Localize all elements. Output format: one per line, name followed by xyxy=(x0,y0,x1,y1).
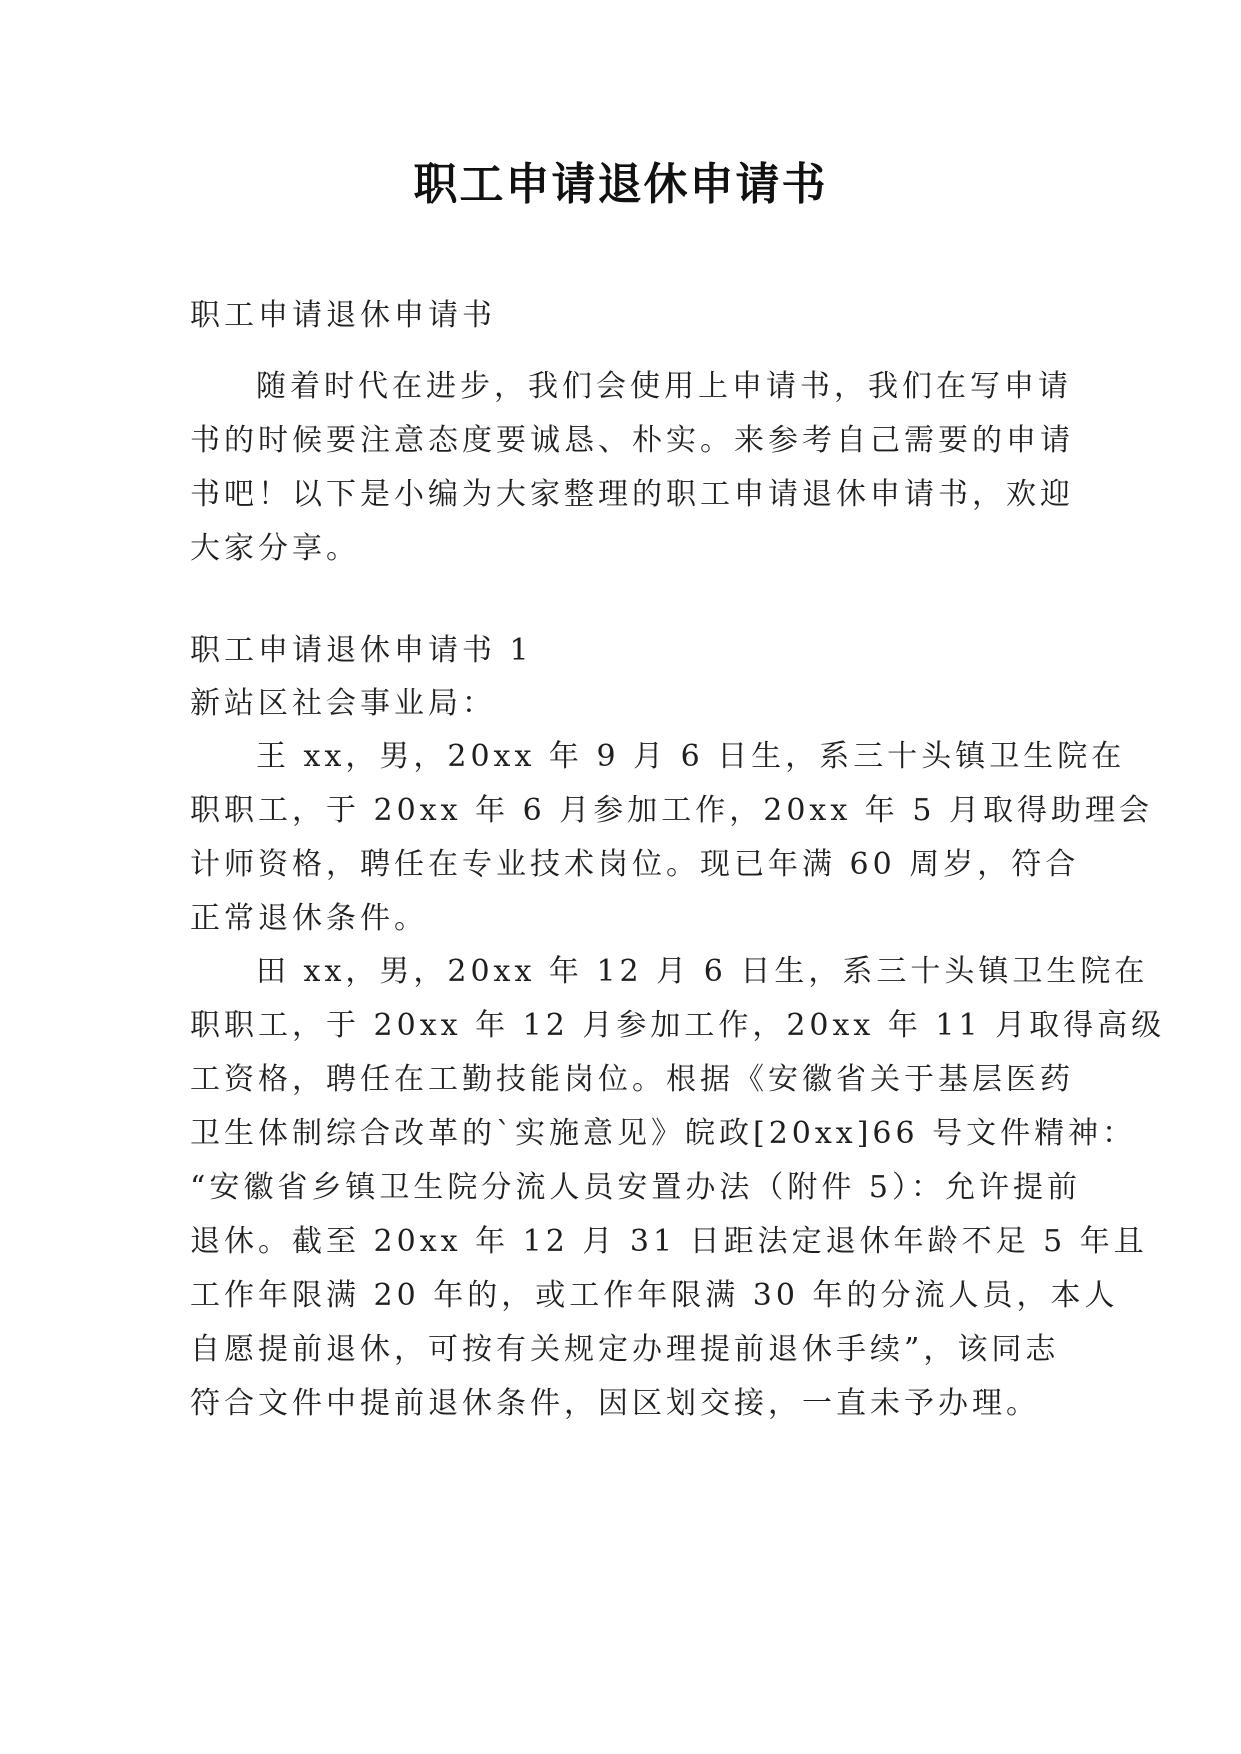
paragraph-1-line-4: 正常退休条件。 xyxy=(190,901,428,936)
section-heading: 职工申请退休申请书 1 xyxy=(190,633,533,668)
intro-line-3: 书吧！以下是小编为大家整理的职工申请退休申请书，欢迎 xyxy=(190,477,1074,512)
document-title: 职工申请退休申请书 xyxy=(413,159,828,210)
paragraph-2-line-3: 工资格，聘任在工勤技能岗位。根据《安徽省关于基层医药 xyxy=(190,1062,1074,1097)
paragraph-1-line-2: 职职工，于 20xx 年 6 月参加工作，20xx 年 5 月取得助理会 xyxy=(190,793,1153,828)
intro-line-2: 书的时候要注意态度要诚恳、朴实。来参考自己需要的申请 xyxy=(190,423,1074,458)
paragraph-2-line-5: “安徽省乡镇卫生院分流人员安置办法（附件 5）：允许提前 xyxy=(190,1170,1081,1205)
paragraph-2-line-9: 符合文件中提前退休条件，因区划交接，一直未予办理。 xyxy=(190,1386,1040,1421)
paragraph-2-line-4: 卫生体制综合改革的`实施意见》皖政[20xx]66 号文件精神： xyxy=(190,1116,1137,1151)
intro-line-4: 大家分享。 xyxy=(190,531,360,566)
paragraph-2-line-8: 自愿提前退休，可按有关规定办理提前退休手续”，该同志 xyxy=(190,1332,1060,1367)
paragraph-1-line-3: 计师资格，聘任在专业技术岗位。现已年满 60 周岁，符合 xyxy=(190,847,1080,882)
recipient-line: 新站区社会事业局： xyxy=(190,686,496,721)
paragraph-1-line-1: 王 xx，男，20xx 年 9 月 6 日生，系三十头镇卫生院在 xyxy=(256,739,1126,774)
paragraph-2-line-2: 职职工，于 20xx 年 12 月参加工作，20xx 年 11 月取得高级 xyxy=(190,1008,1166,1043)
paragraph-2-line-7: 工作年限满 20 年的，或工作年限满 30 年的分流人员，本人 xyxy=(190,1278,1119,1313)
paragraph-2-line-6: 退休。截至 20xx 年 12 月 31 日距法定退休年龄不足 5 年且 xyxy=(190,1224,1148,1259)
document-subtitle: 职工申请退休申请书 xyxy=(190,298,496,333)
intro-line-1: 随着时代在进步，我们会使用上申请书，我们在写申请 xyxy=(256,369,1072,404)
paragraph-2-line-1: 田 xx，男，20xx 年 12 月 6 日生，系三十头镇卫生院在 xyxy=(256,954,1149,989)
